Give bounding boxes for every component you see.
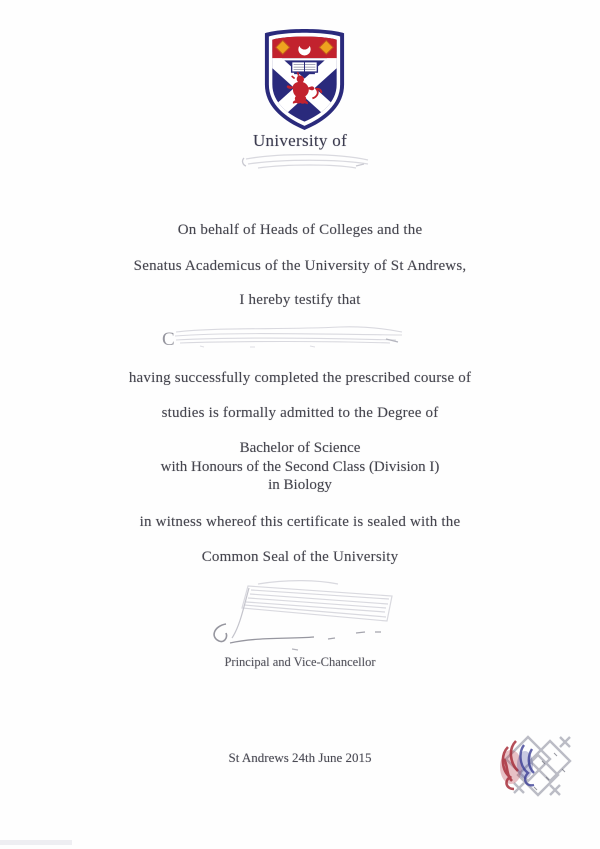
university-name-label: University of xyxy=(252,131,348,150)
degree-line-3: in Biology xyxy=(268,477,332,493)
signatory-title: Principal and Vice-Chancellor xyxy=(224,655,376,669)
body-line-2: Senatus Academicus of the University of St Andrews, xyxy=(133,258,467,274)
open-book-icon xyxy=(292,62,318,74)
redacted-signature xyxy=(196,576,436,654)
body-line-6: in witness whereof this certificate is sealed with the xyxy=(139,514,461,530)
signature-flourish xyxy=(214,624,381,650)
university-crest-icon xyxy=(257,27,352,132)
holographic-seal-icon xyxy=(494,731,580,805)
degree-block xyxy=(0,439,600,495)
redacted-university-name-smudge xyxy=(238,151,373,175)
body-line-7: Common Seal of the University xyxy=(201,549,399,565)
body-line-5: studies is formally admitted to the Degree of xyxy=(161,405,439,421)
body-line-3: I hereby testify that xyxy=(239,292,361,308)
chief-divider xyxy=(265,58,344,60)
redaction-visible-char: C xyxy=(162,329,175,350)
redacted-recipient-name xyxy=(160,323,410,351)
degree-line-1: Bachelor of Science xyxy=(239,440,361,456)
degree-line-2: with Honours of the Second Class (Division I) xyxy=(160,458,440,475)
scan-artifact xyxy=(0,840,72,845)
body-line-1: On behalf of Heads of Colleges and the xyxy=(177,222,423,238)
crescent-icon xyxy=(298,39,310,56)
date-line: St Andrews 24th June 2015 xyxy=(228,750,372,765)
body-line-4: having successfully completed the prescribed course of xyxy=(128,370,472,386)
